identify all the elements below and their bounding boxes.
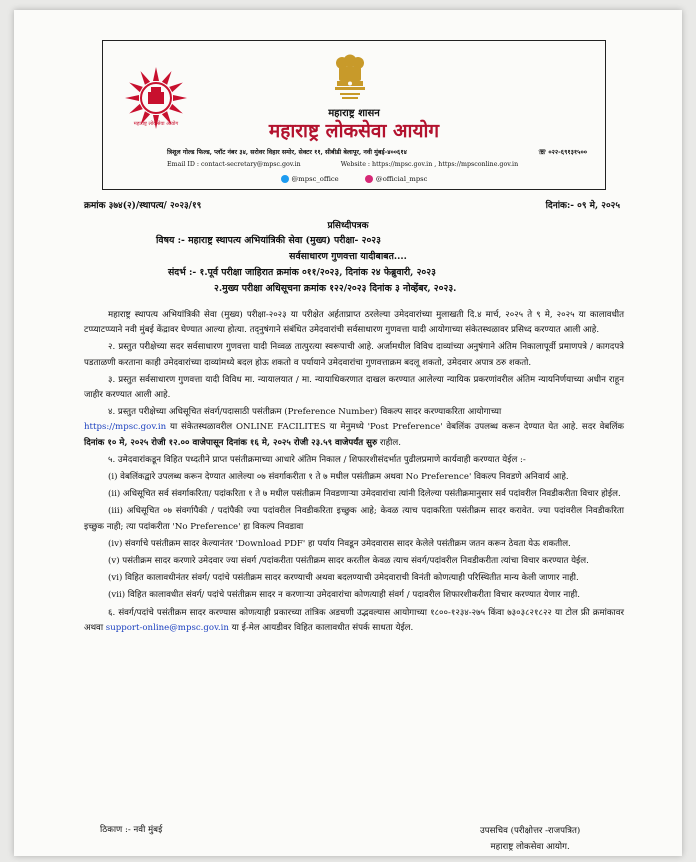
state-emblem <box>331 51 369 107</box>
twitter-handle[interactable] <box>281 175 339 183</box>
svg-text:महाराष्ट्र लोकसेवा आयोग: महाराष्ट्र लोकसेवा आयोग <box>133 121 179 127</box>
government-name: महाराष्ट्र शासन <box>328 108 380 119</box>
reference-number: क्रमांक ३७४(२)/स्थापत्य/ २०२३/१९ <box>84 201 202 211</box>
signatory-title: उपसचिव (परीक्षोत्तर -राजपत्रित) <box>480 826 581 836</box>
clause-vii: (vii) विहित कालावधीत संवर्ग/ पदांचे पसंतीक्रम सादर न करणाऱ्या उमेदवारांचा कोणत्याही संवर्ग / पदावरील शिफारशीकरीता विचार करण्यात येणार नाही. <box>108 590 580 601</box>
signatory-organisation: महाराष्ट्र लोकसेवा आयोग. <box>490 842 570 852</box>
paragraph-6-end: या ई-मेल आयडीवर विहित कालावधीत संपर्क साधता येईल. <box>228 622 414 633</box>
paragraph-3: ३. प्रस्तुत सर्वसाधारण गुणवत्ता यादी विविध मा. न्यायालयात / मा. न्यायाधिकरणात दाखल करण्यात आलेल्या न्यायिक प्रकरणांवरील अंतिम न्यायनिर्णयाच्या अधीन राहून जाहीर करण्यात आली आहे. <box>84 374 624 401</box>
contact-line <box>167 161 558 168</box>
office-address: त्रिशूल गोल्ड फिल्ड, प्लॉट नंबर ३४, सरोवर विहार समोर, सेक्टर ११, सीबीडी बेलापूर, नवी मुंबई-४००६१४ <box>167 149 407 156</box>
issue-date: दिनांक:- ०९ मे, २०२५ <box>545 201 620 211</box>
instagram-handle[interactable] <box>365 175 428 183</box>
paragraph-4-deadline: दिनांक १० मे, २०२५ रोजी १२.०० वाजेपासून दिनांक १६ मे, २०२५ रोजी २३.५९ वाजेपर्यंत सुरु <box>84 437 378 448</box>
paragraph-4-middle: या संकेतस्थळावरील ONLINE FACILITES या मेनुमध्ये 'Post Preference' वेबलिंक उपलब्ध करून देण्यात येत आहे. सदर वेबलिंक <box>166 422 624 433</box>
letterhead <box>102 40 606 190</box>
document-body <box>84 308 624 638</box>
instagram-handle-text: @official_mpsc <box>375 175 428 183</box>
subject-line-2: सर्वसाधारण गुणवत्ता यादीबाबत.... <box>289 251 407 262</box>
clause-iv: (iv) संवर्गाचे पसंतीक्रम सादर केल्यानंतर 'Download PDF' हा पर्याय निवडून उमेदवारास सादर केलेले पसंतीक्रम जतन करून ठेवता येऊ शकतील. <box>108 538 571 549</box>
paragraph-2: २. प्रस्तुत परीक्षेच्या सदर सर्वसाधारण गुणवत्ता यादी निव्वळ तात्पुरत्या स्वरूपाची आहे. अर्जामधील विविध दाव्यांच्या अनुषंगाने अंतिम निकालापूर्वी प्रमाणपत्रे / कागदपत्रे पडताळणी करताना काही उमेदवारांच्या दाव्यांमध्ये बदल होऊ शकतो व पर्यायाने उमेदवारांचा गुणवत्ताक्रम बदलू शकतो, उमेदवार अपात्र ठरु शकतो. <box>84 342 624 368</box>
reference-line <box>84 198 620 211</box>
clause-v: (v) पसंतीक्रम सादर करणारे उमेदवार ज्या संवर्ग /पदांकरीता पसंतीक्रम सादर करतील केवळ त्याच संवर्ग/पदांवरील निवडीकरीता त्यांचा विचार करण्यात येईल. <box>108 556 589 567</box>
paragraph-4-end: राहील. <box>377 437 401 448</box>
signature-block <box>480 823 580 855</box>
phone-number: ☏ ०२२-६९१३१५०० <box>538 149 587 156</box>
place: ठिकाण :- नवी मुंबई <box>100 825 163 835</box>
paragraph-6 <box>84 606 624 636</box>
twitter-icon <box>281 175 289 183</box>
reference-1: संदर्भ :- १.पूर्व परीक्षा जाहिरात क्रमांक ०११/२०२३, दिनांक २४ फेब्रुवारी, २०२३ <box>168 267 436 278</box>
subject-line: विषय :- महाराष्ट्र स्थापत्य अभियांत्रिकी सेवा (मुख्य) परीक्षा- २०२३ <box>156 235 381 246</box>
website-links[interactable]: Website : https://mpsc.gov.in , https://mpsconline.gov.in <box>340 161 519 168</box>
instagram-icon <box>365 175 373 183</box>
paragraph-1: महाराष्ट्र स्थापत्य अभियांत्रिकी सेवा (मुख्य) परीक्षा-२०२३ या परीक्षेत अर्हताप्राप्त ठरलेल्या उमेदवारांच्या मुलाखती दि.४ मार्च, २०२५ ते ९ मे, २०२५ या कालावधीत टप्प्याटप्प्याने नवी मुंबई केंद्रावर घेण्यात आल्या होत्या. तद्नुषंगाने संबंधित उमेदवारांची सर्वसाधारण गुणवत्ता यादी आयोगाच्या संकेतस्थळावर प्रसिध्द करण्यात आली आहे. <box>84 310 624 336</box>
clause-ii: (ii) अधिसूचित सर्व संवर्गाकरिता/ पदांकरिता १ ते ७ मधील पसंतीक्रम निवडणाऱ्या उमेदवारांचा त्यांनी दिलेल्या पसंतीक्रमानुसार सर्व पदांवरील निवडीकरीता विचार होईल. <box>108 489 621 500</box>
paragraph-6-start: ६. संवर्ग/पदांचे पसंतीक्रम सादर करण्यास कोणत्याही प्रकारच्या तांत्रिक अडचणी उद्भवल्यास आयोगाच्या १८००-१२३४-२७५ किंवा ७३०३८२१८२२ या टोल फ्री क्रमांकावर अथवा <box>84 607 624 633</box>
document-page <box>14 10 682 856</box>
twitter-handle-text: @mpsc_office <box>291 175 339 183</box>
reference-2: २.मुख्य परीक्षा अधिसूचना क्रमांक १२२/२०२३ दिनांक ३ नोव्हेंबर, २०२३. <box>214 283 457 294</box>
clause-vi: (vi) विहित कालावधीनंतर संवर्ग/ पदांचे पसंतीक्रम सादर करण्याची अथवा बदलण्याची उमेदवाराची विनंती कोणत्याही परिस्थितीत मान्य केली जाणार नाही. <box>108 573 579 584</box>
support-email-link[interactable]: support-online@mpsc.gov.in <box>105 622 229 633</box>
clause-iii: (iii) अधिसूचित ०७ संवर्गापैकी / पदांपैकी ज्या पदांवरील निवडीकरिता इच्छुक आहे; केवळ त्याच पदाकरिता पसंतीक्रम सादर करावेत. ज्या पदांवरील निवडीकरिता इच्छुक नाही; त्या पदांकरीता 'No Preference' हा विकल्प निवडावा <box>84 506 624 532</box>
paragraph-4 <box>84 405 624 451</box>
mpsc-website-link[interactable]: https://mpsc.gov.in <box>84 422 167 433</box>
press-release-heading: प्रसिध्दीपत्रक <box>327 221 369 231</box>
paragraph-4-start: ४. प्रस्तुत परीक्षेच्या अधिसूचित संवर्ग/पदासाठी पसंतीक्रम (Preference Number) विकल्प सादर करण्याकरिता आयोगाच्या <box>108 407 502 418</box>
email-address[interactable]: Email ID : contact-secretary@mpsc.gov.in <box>167 161 301 168</box>
clause-i: (i) वेबलिंकद्वारे उपलब्ध करून देण्यात आलेल्या ०७ संवर्गाकरीता १ ते ७ मधील पसंतीक्रम अथवा No Preference' विकल्प निवडणे अनिवार्य आहे. <box>108 472 569 483</box>
commission-name: महाराष्ट्र लोकसेवा आयोग <box>268 120 440 142</box>
social-handles <box>103 175 605 183</box>
paragraph-5: ५. उमेदवारांकडून विहित पध्दतीने प्राप्त पसंतीक्रमाच्या आधारे अंतिम निकाल / शिफारशीसंदर्भात पुढीलप्रमाणे कार्यवाही करण्यात येईल :- <box>108 454 526 465</box>
